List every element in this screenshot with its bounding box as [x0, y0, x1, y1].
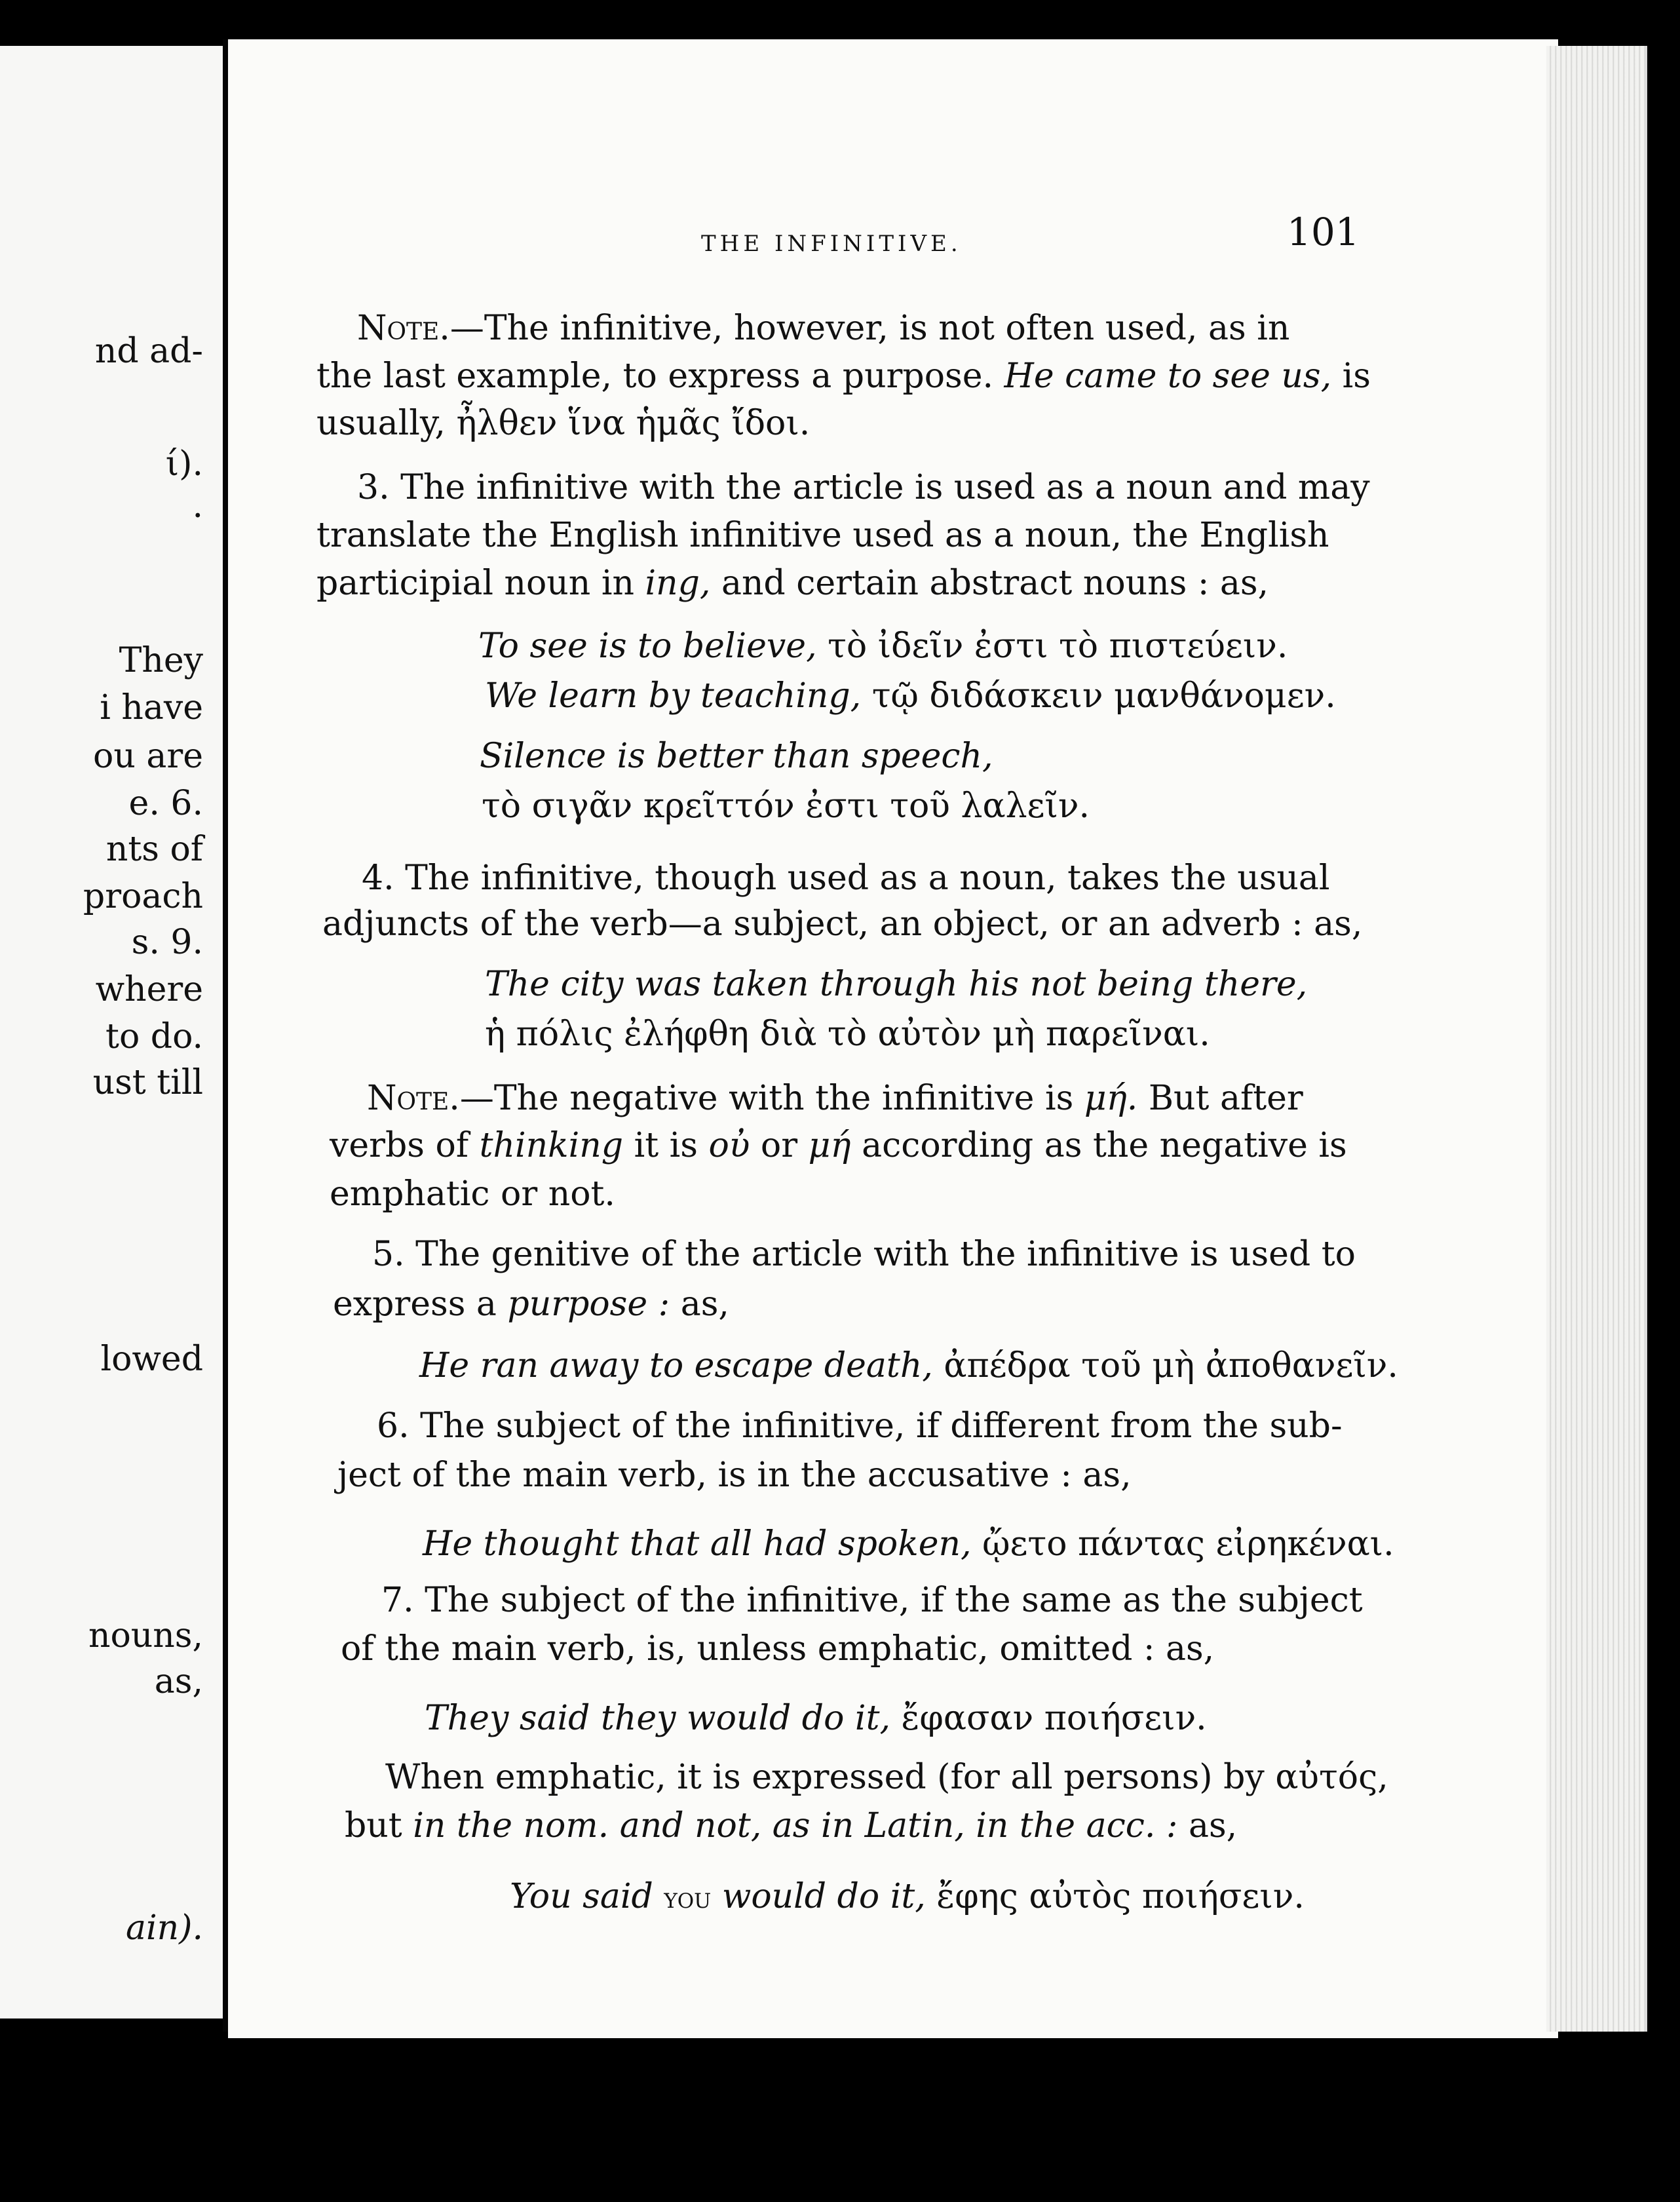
example-line: The city was taken through his not being there, — [485, 965, 1308, 1004]
section4-line2: adjuncts of the verb—a subject, an object, or an adverb : as, — [322, 904, 1363, 944]
emphatic-line2: but in the nom. and not, as in Latin, in the acc. : as, — [345, 1806, 1238, 1845]
left-fragment: ί). — [165, 444, 203, 484]
emphatic-line1: When emphatic, it is expressed (for all persons) by αὐτός, — [385, 1758, 1388, 1797]
example-line: We learn by teaching, τῷ διδάσκειν μανθάνομεν. — [485, 676, 1336, 716]
example-line: Silence is better than speech, — [480, 737, 993, 776]
section3-line3: participial noun in ing, and certain abstract nouns : as, — [316, 564, 1269, 603]
example-line: ἡ πόλις ἐλήφθη διὰ τὸ αὐτὸν μὴ παρεῖναι. — [485, 1014, 1210, 1054]
note-label: Note. — [357, 309, 450, 348]
example-line: He ran away to escape death, ἀπέδρα τοῦ μὴ ἀποθανεῖν. — [419, 1346, 1398, 1385]
note2-line3: emphatic or not. — [330, 1174, 615, 1214]
left-fragment: i have — [100, 688, 203, 727]
left-fragment: lowed — [100, 1340, 203, 1379]
left-fragment: to do. — [105, 1017, 203, 1056]
left-fragment: proach — [83, 877, 203, 916]
left-fragment: s. 9. — [131, 923, 203, 962]
left-fragment: as, — [154, 1662, 203, 1701]
section4-line1: 4. The infinitive, though used as a noun, takes the usual — [362, 859, 1330, 898]
page-number: 101 — [1287, 210, 1360, 254]
left-fragment: e. 6. — [128, 784, 203, 823]
note2-line2: verbs of thinking it is οὐ or μή according as the negative is — [330, 1126, 1347, 1165]
left-fragment: ust till — [92, 1063, 203, 1102]
example-line: To see is to believe, τὸ ἰδεῖν ἐστι τὸ πιστεύειν. — [478, 627, 1288, 666]
section6-line1: 6. The subject of the infinitive, if different from the sub- — [377, 1406, 1343, 1446]
running-head: THE INFINITIVE. — [701, 231, 962, 257]
section7-line1: 7. The subject of the infinitive, if the same as the subject — [381, 1581, 1363, 1620]
section6-line2: ject of the main verb, is in the accusative : as, — [337, 1456, 1132, 1495]
left-fragment: nd ad- — [94, 332, 203, 371]
left-fragment: where — [95, 970, 203, 1009]
note1-line3: usually, ἦλθεν ἵνα ἡμᾶς ἴδοι. — [316, 404, 811, 443]
note1-line1: Note.—The infinitive, however, is not often used, as in — [357, 309, 1290, 348]
left-fragment: ou are — [93, 737, 203, 776]
left-fragment: . — [192, 486, 203, 526]
example-line: They said they would do it, ἔφασαν ποιήσειν. — [425, 1699, 1207, 1738]
page-edges — [1546, 46, 1647, 2032]
note2-line1: Note.—The negative with the infinitive is μή. But after — [367, 1079, 1303, 1118]
section3-line1: 3. The infinitive with the article is used as a noun and may — [357, 468, 1370, 507]
left-fragment: nouns, — [88, 1616, 203, 1655]
left-facing-page — [0, 46, 231, 2018]
left-fragment: They — [119, 641, 203, 680]
section5-line2: express a purpose : as, — [333, 1284, 729, 1324]
note1-line2: the last example, to express a purpose. He came to see us, is — [316, 357, 1371, 396]
section3-line2: translate the English infinitive used as a noun, the English — [316, 516, 1329, 555]
left-fragment: nts of — [105, 830, 203, 869]
example-line: He thought that all had spoken, ᾤετο πάντας εἰρηκέναι. — [423, 1524, 1394, 1564]
section7-line2: of the main verb, is, unless emphatic, omitted : as, — [341, 1629, 1215, 1669]
example-line: τὸ σιγᾶν κρεῖττόν ἐστι τοῦ λαλεῖν. — [482, 786, 1090, 826]
left-fragment: ain). — [126, 1908, 203, 1948]
section5-line1: 5. The genitive of the article with the infinitive is used to — [372, 1235, 1356, 1274]
example-line: You said you would do it, ἔφης αὐτὸς ποιήσειν. — [510, 1877, 1305, 1916]
note-label: Note. — [367, 1079, 460, 1118]
